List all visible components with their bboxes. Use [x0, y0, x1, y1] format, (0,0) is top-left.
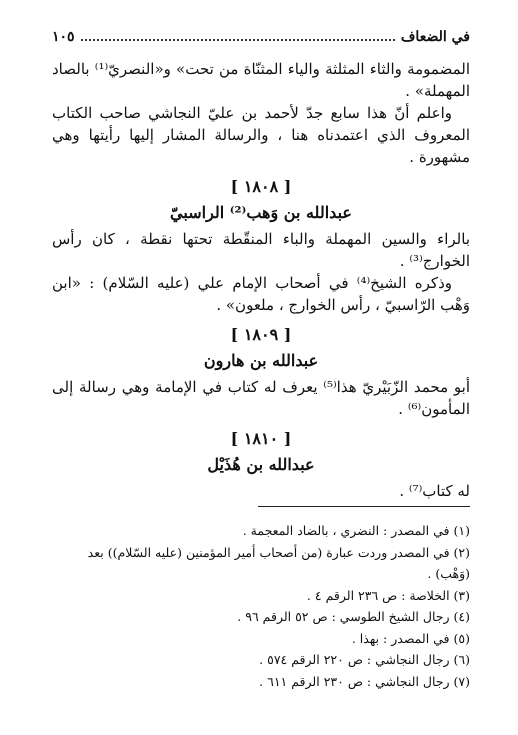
footnote: (٧) رجال النجاشي : ص ٢٣٠ الرقم ٦١١ . — [259, 673, 470, 689]
entry-number: [ ١٨٠٨ ] — [230, 177, 292, 196]
entry-number: [ ١٨٠٩ ] — [230, 325, 292, 344]
entry-1810 — [52, 426, 470, 502]
header-leader-dots — [81, 33, 395, 41]
footnote: (٥) في المصدر : بهذا . — [351, 630, 470, 646]
entry-heading: عبدالله بن هُذَيْل — [207, 455, 315, 474]
page-number: ١٠٥ — [52, 29, 75, 45]
entry-1809 — [52, 322, 470, 420]
footnote: (١) في المصدر : النضري ، بالضاد المعجمة . — [242, 523, 470, 538]
entry-heading: عبدالله بن وَهب⁽²⁾ الراسبيّ — [170, 203, 352, 222]
footnotes — [52, 520, 470, 692]
footnote: (٢) في المصدر وردت عبارة (من أصحاب أمير المؤمنين (عليه السّلام)) بعد (وَهْب) . — [87, 544, 470, 581]
intro-line: المضمومة والثاء المثلثة والياء المثنّاة من تحت» و«النصريّ⁽¹⁾ بالصاد المهملة» . — [52, 60, 470, 100]
entry-text: له كتاب⁽⁷⁾ . — [399, 482, 470, 500]
running-header — [52, 26, 470, 48]
footnote-separator — [258, 506, 470, 507]
entry-number: [ ١٨١٠ ] — [230, 429, 292, 448]
entry-text: وذكره الشيخ⁽⁴⁾ في أصحاب الإمام علي (عليه السّلام) : «ابن وَهْب الرّاسبيّ ، رأس الخوارج ، ملعون» . — [52, 274, 470, 314]
footnote: (٤) رجال الشيخ الطوسي : ص ٥٢ الرقم ٩٦ . — [237, 609, 470, 624]
entry-1808 — [52, 174, 470, 316]
header-title: في الضعاف — [400, 29, 470, 45]
main-text — [52, 58, 470, 502]
entry-heading: عبدالله بن هارون — [203, 351, 319, 370]
entry-text: بالراء والسين المهملة والباء المنقّطة تحتها نقطة ، كان رأس الخوارج⁽³⁾ . — [52, 230, 470, 270]
footnote: (٣) الخلاصة : ص ٢٣٦ الرقم ٤ . — [306, 587, 470, 603]
footnote: (٦) رجال النجاشي : ص ٢٢٠ الرقم ٥٧٤ . — [259, 652, 470, 667]
intro-paragraph: واعلم أنّ هذا سابع جدّ لأحمد بن عليّ النجاشي صاحب الكتاب المعروف الذي اعتمدناه هنا ، والرسالة المشار إليها رأيتها وهي مشهورة . — [52, 104, 470, 166]
entry-text: أبو محمد الزّبَيْريّ هذا⁽⁵⁾ يعرف له كتاب في الإمامة وهي رسالة إلى المأمون⁽⁶⁾ . — [52, 378, 470, 418]
